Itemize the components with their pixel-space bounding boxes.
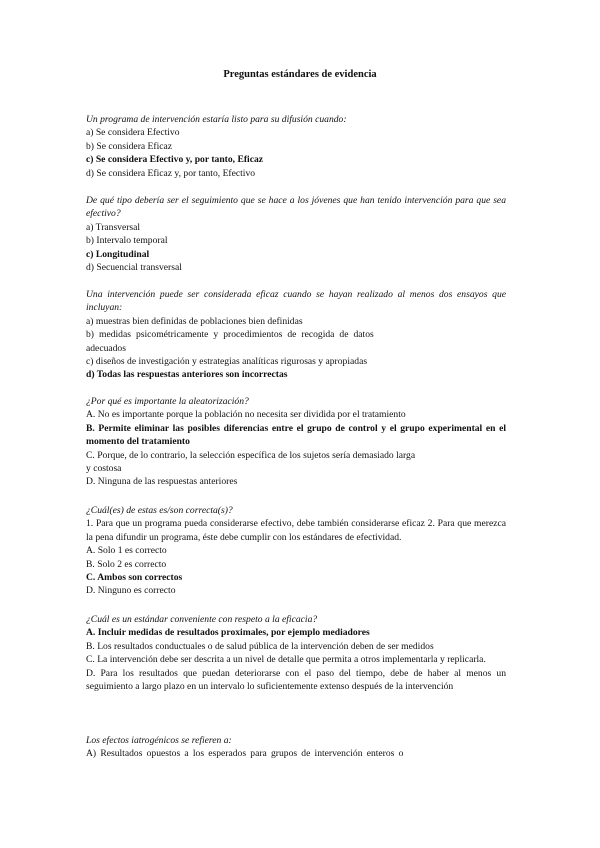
answer-option-continuation: adecuados	[86, 342, 126, 354]
correct-answer-option: d) Todas las respuestas anteriores son incorrectas	[86, 369, 288, 381]
question-block-7	[86, 734, 506, 761]
correct-answer-option: A. Incluir medidas de resultados proximales, por ejemplo mediadores	[86, 627, 370, 639]
question-block-5	[86, 504, 506, 598]
answer-option: a) Transversal	[86, 221, 141, 233]
question-block-2	[86, 194, 506, 274]
document-title: Preguntas estándares de evidencia	[223, 69, 377, 80]
answer-option: A) Resultados opuestos a los esperados para grupos de intervención enteros o	[86, 748, 404, 760]
correct-answer-option: C. Ambos son correctos	[86, 572, 183, 584]
correct-answer-option: c) Se considera Efectivo y, por tanto, Eficaz	[86, 154, 264, 166]
answer-option: b) Intervalo temporal	[86, 235, 168, 247]
answer-option: a) muestras bien definidas de poblaciones bien definidas	[86, 315, 303, 327]
question-block-6	[86, 613, 506, 693]
answer-option: a) Se considera Efectivo	[86, 127, 180, 139]
question-block-4	[86, 395, 506, 489]
answer-option: D. Para los resultados que puedan deteriorarse con el paso del tiempo, debe de haber al menos un seguimiento a largo plazo en un intervalo lo suficientemente extenso después de la intervención	[86, 667, 506, 693]
question-text: De qué tipo debería ser el seguimiento que se hace a los jóvenes que han tenido intervención para que sea efectivo?	[86, 195, 506, 220]
question-text: Los efectos iatrogénicos se refieren a:	[86, 735, 232, 746]
answer-option: b) Se considera Eficaz	[86, 140, 173, 152]
answer-option: A. No es importante porque la población no necesita ser dividida por el tratamiento	[86, 409, 406, 421]
answer-option: D. Ninguna de las respuestas anteriores	[86, 476, 238, 488]
answer-option: d) Se considera Eficaz y, por tanto, Efectivo	[86, 167, 256, 179]
answer-option: b) medidas psicométricamente y procedimientos de recogida de datos	[86, 329, 374, 341]
question-block-1	[86, 113, 506, 180]
statement-text: 1. Para que un programa pueda considerarse efectivo, debe también considerarse eficaz 2. Para que merezca la pena difundir un programa, éste debe cumplir con los estándares de efectividad.	[86, 518, 506, 543]
correct-answer-option: B. Permite eliminar las posibles diferencias entre el grupo de control y el grupo experimental en el momento del tratamiento	[86, 422, 506, 448]
question-text: ¿Cuál es un estándar conveniente con respeto a la eficacia?	[86, 614, 318, 625]
question-text: Un programa de intervención estaría listo para su difusión cuando:	[86, 114, 347, 125]
answer-option: d) Secuencial transversal	[86, 262, 182, 274]
question-block-3	[86, 288, 506, 382]
question-text: Una intervención puede ser considerada eficaz cuando se hayan realizado al menos dos ensayos que incluyan:	[86, 289, 506, 314]
answer-option: B. Los resultados conductuales o de salud pública de la intervención deben de ser medidos	[86, 640, 434, 652]
answer-option: C. Porque, de lo contrario, la selección específica de los sujetos sería demasiado larga	[86, 449, 416, 461]
answer-option: C. La intervención debe ser descrita a un nivel de detalle que permita a otros implementarla y replicarla.	[86, 654, 486, 666]
answer-option: B. Solo 2 es correcto	[86, 558, 167, 570]
answer-option-continuation: y costosa	[86, 463, 122, 475]
question-text: ¿Cuál(es) de estas es/son correcta(s)?	[86, 505, 233, 516]
correct-answer-option: c) Longitudinal	[86, 248, 150, 260]
answer-option: D. Ninguno es correcto	[86, 585, 176, 597]
question-text: ¿Por qué es importante la aleatorización?	[86, 396, 249, 407]
answer-option: c) diseños de investigación y estrategias analíticas rigurosas y apropiadas	[86, 356, 368, 368]
answer-option: A. Solo 1 es correcto	[86, 545, 167, 557]
